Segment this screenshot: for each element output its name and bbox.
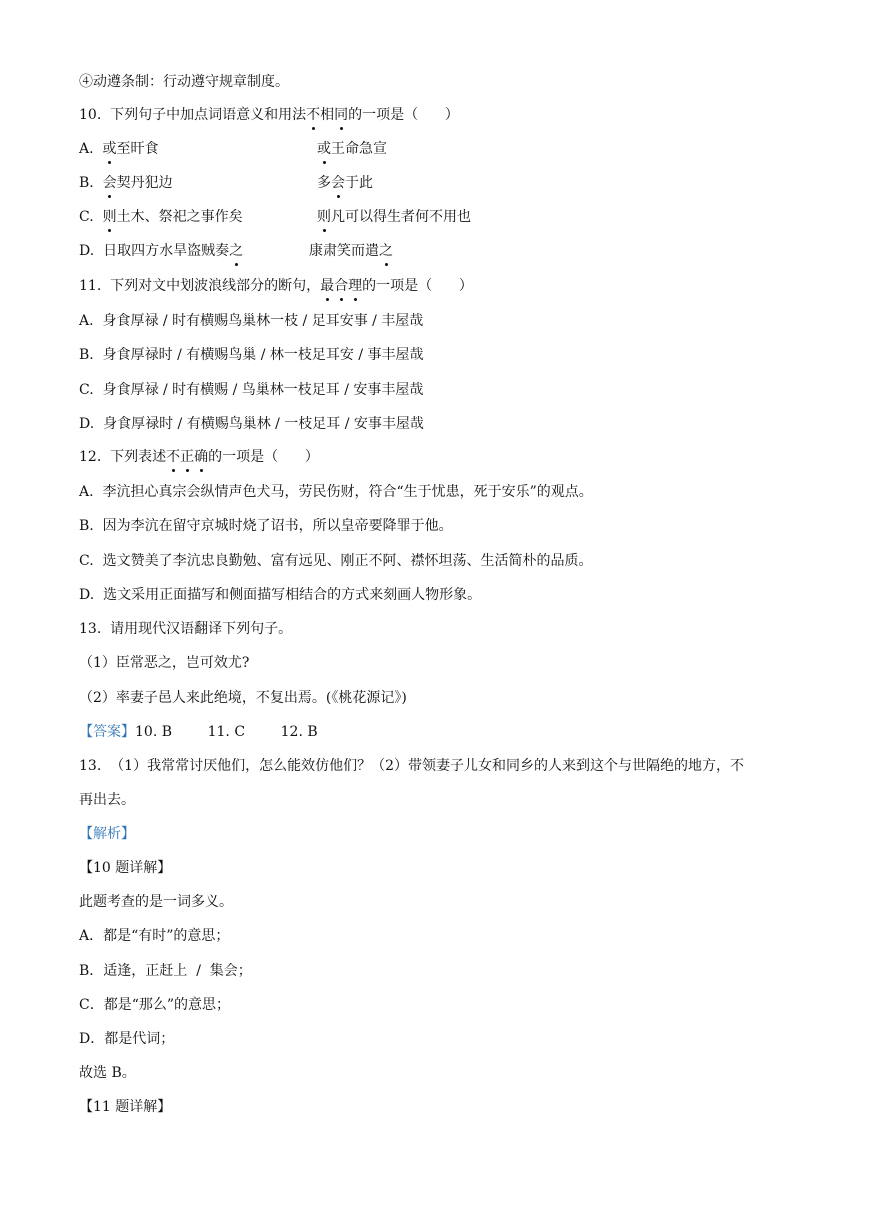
answer-text: 10. B 11. C 12. B [135,724,318,740]
option-text: 凡可以得生者何不用也 [331,209,471,225]
question-text: 的一项是（ ） [348,107,459,123]
option-text: 康肃笑而遣 [309,243,379,259]
dotted-char: 或 [317,141,331,157]
option-text: 于此 [345,175,373,191]
detail-10-select: 故选 B。 [79,1065,136,1081]
option-11b: B. 身食厚禄时 / 有横赐鸟巢 / 林一枝足耳安 / 事丰屋哉 [79,347,424,363]
question-text: 相 [320,107,335,123]
detail-10-b: B．适逢，正赶上 / 集会； [79,963,252,979]
question-12 [79,447,319,467]
dotted-char: 合 [334,278,349,294]
option-12a: A. 李沆担心真宗会纵情声色犬马，劳民伤财，符合“生于忧患，死于安乐”的观点。 [79,484,593,500]
dotted-char: 会 [102,175,117,191]
option-text: D. 日取四方水旱盗贼奏 [79,243,230,259]
question-text: 11. 下列对文中划波浪线部分的断句， [79,278,321,294]
dotted-char: 或 [102,141,117,157]
analysis-label: 【解析】 [79,826,135,842]
answer-13-line1: 13. （1）我常常讨厌他们，怎么能效仿他们？（2）带领妻子儿女和同乡的人来到这个与世隔绝的地方，不 [79,758,744,774]
dotted-char: 不 [166,449,181,465]
dotted-char: 不 [306,107,321,123]
option-11a: A. 身食厚禄 / 时有横赐鸟巢林一枝 / 足耳安事 / 丰屋哉 [79,313,424,329]
option-text: 至旰食 [116,141,159,157]
dotted-char: 确 [194,449,209,465]
option-10c-second [317,207,471,227]
question-13-part1: （1）臣常恶之，岂可效尤? [79,655,250,671]
text-line: ④动遵条制：行动遵守规章制度。 [79,74,289,90]
dotted-char: 同 [334,107,349,123]
question-13-part2: （2）率妻子邑人来此绝境，不复出焉。(《桃花源记》) [79,690,407,706]
option-label: B. [79,175,103,191]
option-12b: B. 因为李沆在留守京城时烧了诏书，所以皇帝要降罪于他。 [79,518,453,534]
detail-10-d: D．都是代词； [79,1031,175,1047]
option-10c [79,207,243,227]
option-10a [79,139,158,159]
dotted-char: 理 [348,278,363,294]
option-text: 王命急宣 [331,141,387,157]
detail-10-c: C．都是“那么”的意思； [79,997,231,1013]
question-11 [79,276,473,296]
question-10 [79,105,459,125]
option-10d [79,241,243,261]
answer-13-line2: 再出去。 [79,792,135,808]
dotted-char: 则 [317,209,331,225]
answer-line [79,722,318,742]
option-text: 契丹犯边 [116,175,173,191]
option-label: C. [79,209,103,225]
question-text: 12. 下列表述 [79,449,167,465]
option-10b-second [317,173,373,193]
option-10b [79,173,173,193]
dotted-char: 正 [180,449,195,465]
question-13: 13. 请用现代汉语翻译下列句子。 [79,621,293,637]
detail-10-a: A．都是“有时”的意思； [79,928,230,944]
option-11c: C. 身食厚禄 / 时有横赐 / 鸟巢林一枝足耳 / 安事丰屋哉 [79,382,424,398]
option-12c: C. 选文赞美了李沆忠良勤勉、富有远见、刚正不阿、襟怀坦荡、生活简朴的品质。 [79,553,593,569]
option-text: 多 [317,175,331,191]
dotted-char: 之 [229,243,244,259]
option-12d: D. 选文采用正面描写和侧面描写相结合的方式来刻画人物形象。 [79,587,482,603]
detail-11-heading: 【11 题详解】 [79,1099,172,1115]
detail-10-heading: 【10 题详解】 [79,860,172,876]
dotted-char: 则 [102,209,117,225]
question-text: 的一项是（ ） [208,449,319,465]
dotted-char: 最 [320,278,335,294]
option-label: A. [79,141,103,157]
dotted-char: 之 [379,243,393,259]
detail-10-text: 此题考查的是一词多义。 [79,894,233,910]
question-text: 10. 下列句子中加点词语意义和用法 [79,107,307,123]
question-text: 的一项是（ ） [362,278,473,294]
option-text: 土木、祭祀之事作矣 [116,209,243,225]
answer-label: 【答案】 [79,724,135,740]
option-11d: D. 身食厚禄时 / 有横赐鸟巢林 / 一枝足耳 / 安事丰屋哉 [79,416,424,432]
option-10d-second [309,241,393,261]
option-10a-second [317,139,387,159]
dotted-char: 会 [331,175,345,191]
